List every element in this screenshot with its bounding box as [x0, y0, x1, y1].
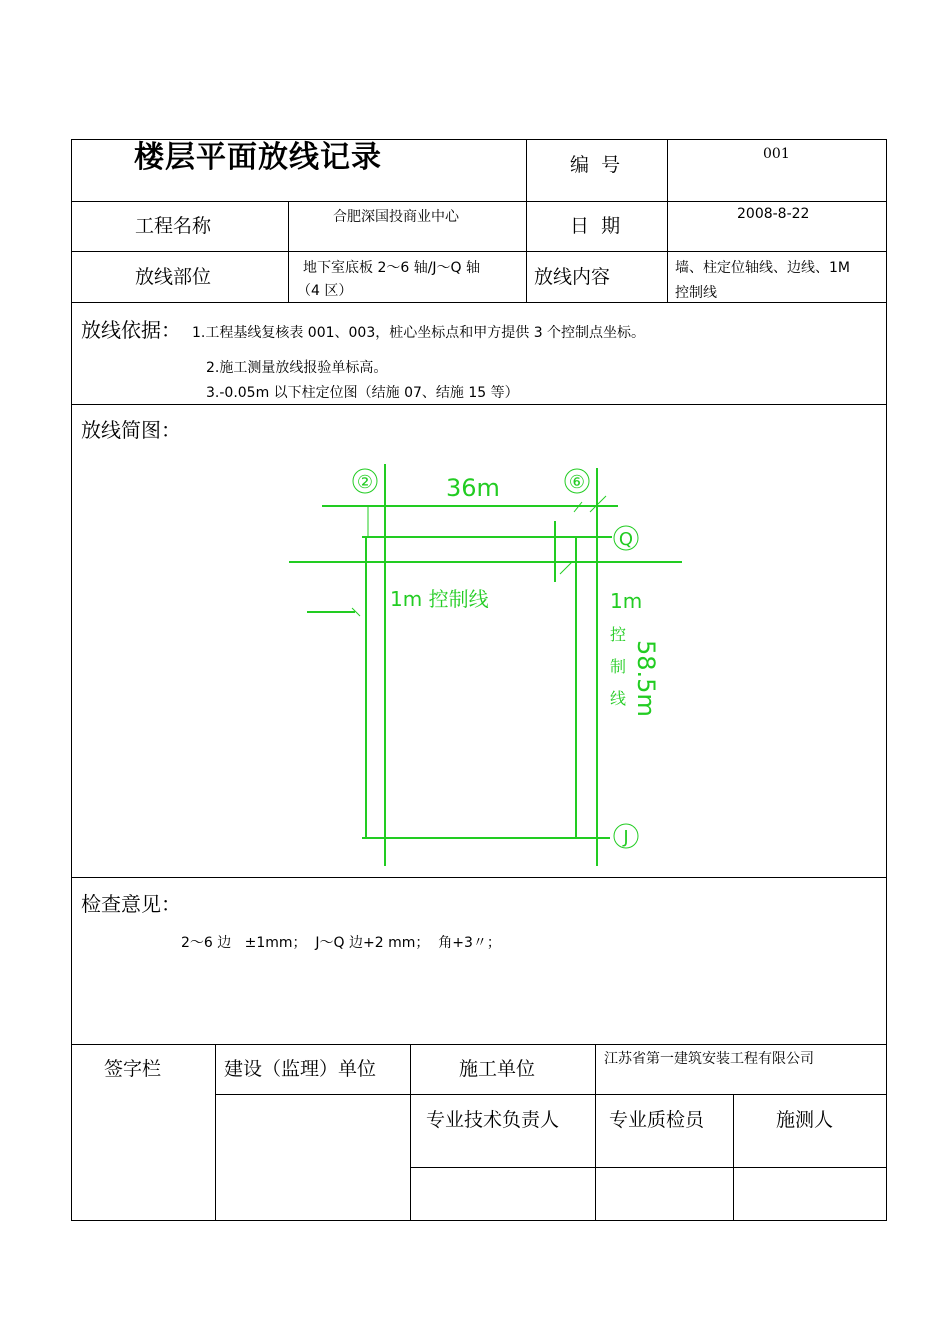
content-value: 控制线: [675, 285, 717, 301]
basis-item: 1.工程基线复核表 001、003，桩心坐标点和甲方提供 3 个控制点坐标。: [192, 325, 646, 341]
number-value: 001: [763, 146, 790, 162]
qc-label: 专业质检员: [609, 1109, 705, 1131]
right-control-note: 制: [610, 657, 627, 676]
project-name-value: 合肥深国投商业中心: [333, 209, 459, 225]
sketch-label: 放线简图：: [81, 418, 181, 442]
project-name-label: 工程名称: [135, 215, 212, 237]
dimension-tick: [560, 562, 572, 574]
right-control-note: 线: [610, 689, 627, 708]
basis-label: 放线依据：: [81, 318, 181, 342]
date-value: 2008-8-22: [737, 206, 810, 222]
inspection-text: 2～6 边 ±1mm； J～Q 边+2 mm； 角+3〃；: [181, 935, 501, 951]
height-dimension: 58.5m: [632, 640, 660, 717]
position-label: 放线部位: [135, 266, 212, 288]
right-control-note: 1m: [610, 589, 643, 613]
axis-label: ②: [356, 472, 374, 493]
tech-lead-label: 专业技术负责人: [426, 1109, 560, 1131]
axis-label: Q: [618, 529, 634, 550]
axis-label: ⑥: [568, 472, 586, 493]
surveyor-label: 施测人: [776, 1109, 834, 1131]
position-value: 地下室底板 2～6 轴/J～Q 轴: [303, 260, 481, 276]
contractor-label: 施工单位: [459, 1058, 536, 1080]
right-control-note: 控: [610, 625, 627, 644]
position-value: （4 区）: [297, 283, 353, 299]
owner-label: 建设（监理）单位: [224, 1058, 377, 1080]
number-label: 编 号: [570, 154, 621, 176]
axis-label: J: [623, 827, 629, 848]
basis-item: 2.施工测量放线报验单标高。: [206, 360, 388, 376]
contractor-name: 江苏省第一建筑安装工程有限公司: [604, 1051, 814, 1067]
signature-label: 签字栏: [104, 1058, 162, 1080]
left-control-note: 1m 控制线: [390, 587, 489, 611]
content-value: 墙、柱定位轴线、边线、1M: [675, 260, 850, 276]
content-label: 放线内容: [534, 266, 611, 288]
inspection-label: 检查意见：: [81, 892, 181, 916]
width-dimension: 36m: [446, 474, 500, 502]
basis-item: 3.-0.05m 以下柱定位图（结施 07、结施 15 等）: [206, 385, 519, 401]
page-title: 楼层平面放线记录: [134, 140, 382, 175]
date-label: 日 期: [570, 215, 621, 237]
